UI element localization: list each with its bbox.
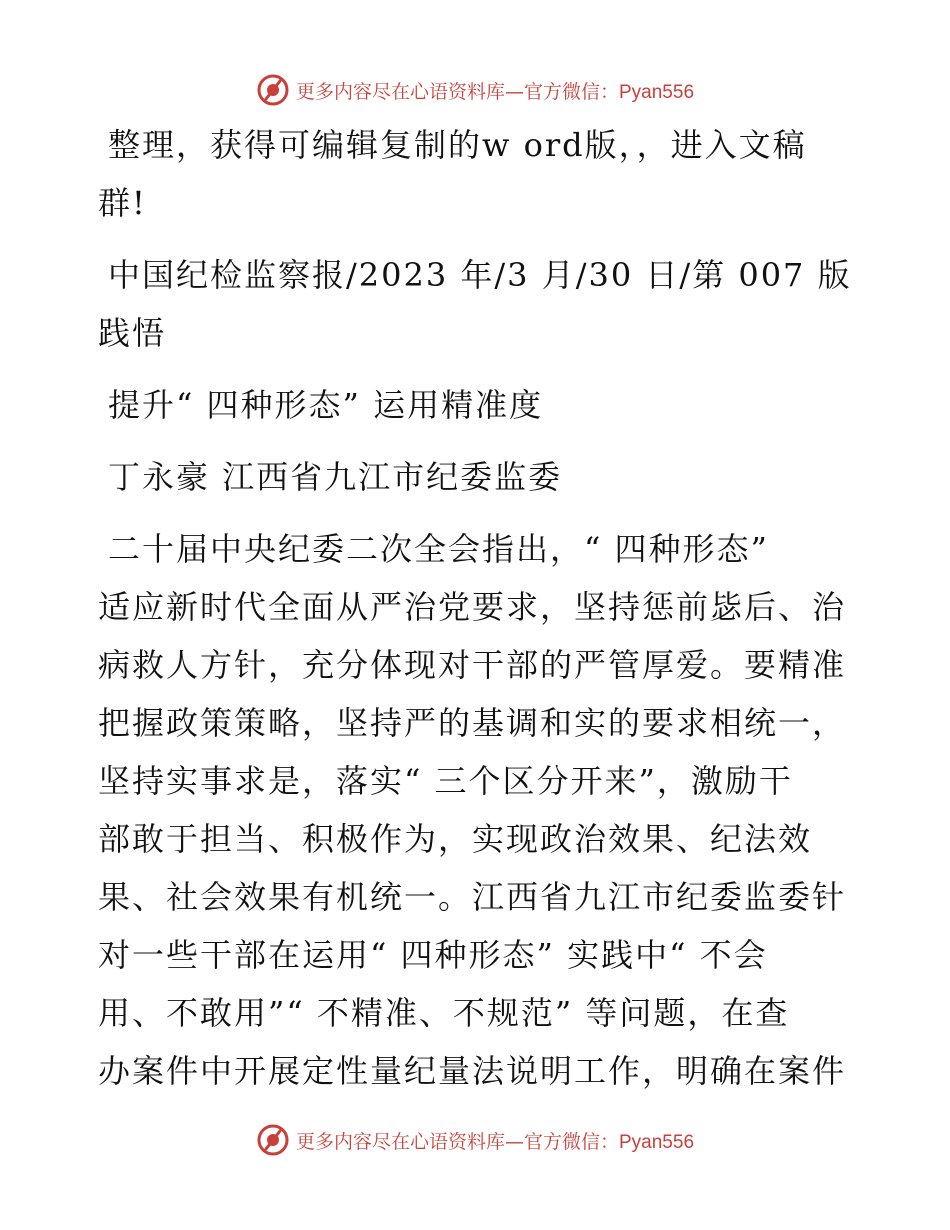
body-line-9: 用、不敢用”“ 不精准、不规范” 等问题，在查	[98, 994, 790, 1032]
body-line-2: 适应新时代全面从严治党要求，坚持惩前毖后、治	[98, 588, 847, 626]
article-author: 丁永豪 江西省九江市纪委监委	[108, 458, 563, 496]
header-watermark	[0, 70, 950, 110]
watermark-text: 更多内容尽在心语资料库—官方微信：Pyan556	[295, 1130, 695, 1153]
body-line-8: 对一些干部在运用“ 四种形态” 实践中“ 不会	[98, 936, 768, 974]
body-line-4: 把握政策策略，坚持严的基调和实的要求相统一，	[98, 704, 847, 742]
body-line-5: 坚持实事求是，落实“ 三个区分开来”，激励干	[98, 762, 793, 800]
body-line-1: 二十届中央纪委二次全会指出，“ 四种形态”	[108, 530, 769, 568]
body-line-3: 病救人方针，充分体现对干部的严管厚爱。要精准	[98, 646, 847, 684]
footer-watermark	[0, 1120, 950, 1160]
body-line-6: 部敢于担当、积极作为，实现政治效果、纪法效	[98, 820, 813, 858]
brand-logo-icon	[256, 73, 290, 107]
source-line-1: 中国纪检监察报/2023 年/3 月/30 日/第 007 版	[108, 256, 852, 294]
body-line-10: 办案件中开展定性量纪量法说明工作，明确在案件	[98, 1052, 847, 1090]
intro-line-2: 群!	[98, 184, 147, 222]
source-line-2: 践悟	[98, 314, 167, 352]
intro-line-1: 整理，获得可编辑复制的w ord版，，进入文稿	[108, 126, 807, 164]
document-body	[98, 116, 858, 1100]
watermark-text: 更多内容尽在心语资料库—官方微信：Pyan556	[295, 80, 695, 103]
article-title: 提升“ 四种形态” 运用精准度	[108, 386, 544, 424]
brand-logo-icon	[256, 1123, 290, 1157]
body-line-7: 果、社会效果有机统一。江西省九江市纪委监委针	[98, 878, 847, 916]
